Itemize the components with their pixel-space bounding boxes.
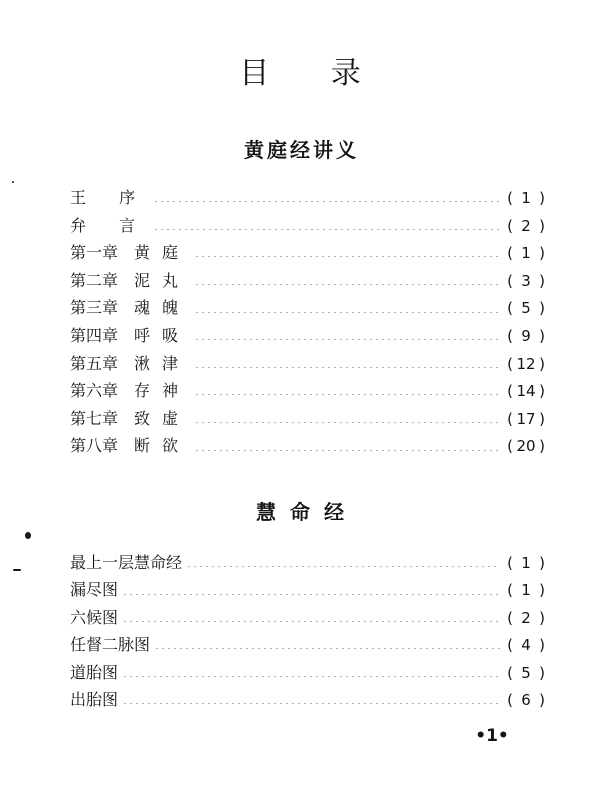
toc-entry: 王 序 ( 1 ): [70, 184, 548, 212]
section-title-huimingjing: 慧命经: [256, 500, 358, 524]
dot-leader: [153, 201, 500, 202]
dot-leader: [153, 229, 500, 230]
toc-entry: 第五章 湫津 ( 12 ): [70, 350, 548, 378]
toc-entry: 第一章 黄庭 ( 1 ): [70, 239, 548, 267]
toc-entry: 第七章 致虚 ( 17 ): [70, 405, 548, 433]
entry-chapter: 第三章: [70, 298, 119, 318]
dot-leader: [194, 367, 500, 368]
dot-leader: [154, 648, 500, 649]
entry-page-number: 4: [521, 636, 531, 655]
entry-title: 漏尽图: [70, 580, 119, 600]
entry-page-number: 2: [521, 608, 531, 627]
entry-chapter: 第二章: [70, 270, 119, 290]
toc-entry: 最上一层慧命经 ( 1 ): [70, 549, 548, 576]
toc-list-huimingjing: [70, 549, 548, 713]
toc-entry: 漏尽图 ( 1 ): [70, 576, 548, 603]
toc-entry: 出胎图 ( 6 ): [70, 686, 548, 713]
entry-page-number: 5: [521, 663, 531, 682]
dot-leader: [186, 566, 500, 567]
toc-entry: 第三章 魂魄 ( 5 ): [70, 294, 548, 322]
entry-title: 黄庭: [134, 243, 191, 263]
entry-title: 断欲: [134, 436, 191, 456]
entry-title: 湫津: [134, 353, 191, 373]
entry-page-number: 3: [521, 271, 531, 290]
dot-leader: [122, 676, 500, 677]
entry-page-number: 12: [516, 354, 536, 373]
dot-leader: [194, 256, 500, 257]
toc-entry: 任督二脉图 ( 4 ): [70, 631, 548, 658]
toc-entry: 第八章 断欲 ( 20 ): [70, 432, 548, 460]
dot-leader: [122, 594, 500, 595]
entry-page-number: 1: [521, 554, 531, 572]
dot-leader: [194, 422, 500, 423]
toc-entry: 第二章 泥丸 ( 3 ): [70, 267, 548, 295]
toc-entry: 道胎图 ( 5 ): [70, 659, 548, 686]
dot-leader: [194, 339, 500, 340]
entry-chapter: 第一章: [70, 243, 119, 263]
dot-leader: [194, 284, 500, 285]
section-title-huangtingjing: 黄庭经讲义: [244, 138, 359, 162]
entry-page-number: 17: [516, 409, 536, 428]
page-number: •1•: [475, 726, 509, 746]
entry-page-number: 14: [516, 382, 536, 401]
toc-entry: 第四章 呼吸 ( 9 ): [70, 322, 548, 350]
dot-leader: [122, 703, 500, 704]
page-title: 目 录: [239, 56, 387, 91]
entry-title: 道胎图: [70, 662, 119, 682]
entry-page-number: 6: [521, 690, 531, 709]
toc-entry: 六候图 ( 2 ): [70, 604, 548, 631]
entry-title: 六候图: [70, 607, 119, 627]
entry-title: 弁 言: [70, 215, 150, 235]
entry-title: 致虚: [134, 408, 191, 428]
entry-chapter: 第八章: [70, 436, 119, 456]
entry-page-number: 5: [521, 299, 531, 318]
entry-title: 最上一层慧命经: [70, 553, 183, 572]
entry-title: 存神: [134, 381, 191, 401]
entry-page-number: 1: [521, 581, 531, 600]
entry-chapter: 第七章: [70, 408, 119, 428]
scan-speck: [12, 181, 14, 183]
dot-leader: [194, 312, 500, 313]
entry-chapter: 第六章: [70, 381, 119, 401]
toc-entry: 弁 言 ( 2 ): [70, 212, 548, 240]
entry-page-number: 1: [521, 189, 531, 207]
entry-title: 魂魄: [134, 298, 191, 318]
entry-page-number: 20: [516, 437, 536, 456]
entry-page-number: 2: [521, 216, 531, 235]
entry-chapter: 第五章: [70, 353, 119, 373]
dot-leader: [194, 394, 500, 395]
entry-page-number: 1: [521, 244, 531, 263]
entry-title: 王 序: [70, 188, 150, 207]
dot-leader: [194, 450, 500, 451]
scan-speck: [13, 569, 21, 571]
toc-entry: 第六章 存神 ( 14 ): [70, 377, 548, 405]
scan-speck: [25, 532, 31, 539]
entry-page-number: 9: [521, 326, 531, 345]
toc-list-huangtingjing: [70, 184, 548, 460]
entry-title: 呼吸: [134, 325, 191, 345]
entry-title: 任督二脉图: [70, 635, 151, 655]
dot-leader: [122, 621, 500, 622]
entry-chapter: 第四章: [70, 325, 119, 345]
entry-title: 泥丸: [134, 270, 191, 290]
entry-title: 出胎图: [70, 689, 119, 709]
